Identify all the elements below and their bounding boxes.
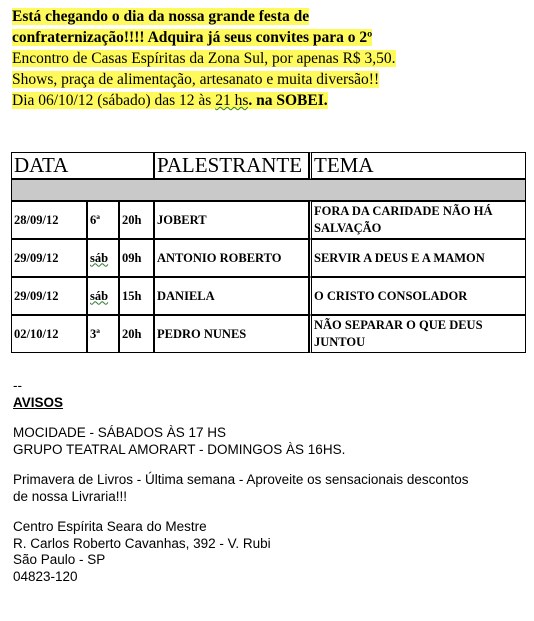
center-name: Centro Espírita Seara do Mestre	[13, 519, 207, 534]
cell-day: sáb	[87, 239, 119, 277]
cell-time: 09h	[119, 239, 154, 277]
cell-day: sáb	[87, 277, 119, 315]
notices-section	[13, 378, 523, 585]
notice-mocidade: MOCIDADE - SÁBADOS ÀS 17 HS	[13, 425, 227, 440]
cell-theme: SERVIR A DEUS E A MAMON	[309, 239, 526, 277]
announcement-line-1: Está chegando o dia da nossa grande festa de	[12, 8, 310, 25]
cell-speaker: JOBERT	[154, 201, 309, 239]
cell-date: 28/09/12	[11, 201, 87, 239]
announcement-line-5: Dia 06/10/12 (sábado) das 12 às 21 hs. na SOBEI.	[12, 92, 328, 109]
notice-primavera-line1: Primavera de Livros - Última semana - Aproveite os sensacionais descontos	[13, 472, 469, 487]
table-row	[11, 239, 526, 277]
table-row	[11, 201, 526, 239]
cell-time: 20h	[119, 315, 154, 353]
cell-theme: O CRISTO CONSOLADOR	[309, 277, 526, 315]
cell-time: 20h	[119, 201, 154, 239]
table-separator-row	[11, 179, 526, 201]
cell-speaker: PEDRO NUNES	[154, 315, 309, 353]
cell-day: 3ª	[87, 315, 119, 353]
header-palestrante: PALESTRANTE	[154, 152, 309, 179]
cell-theme: FORA DA CARIDADE NÃO HÁ SALVAÇÃO	[309, 201, 526, 239]
announcement-line-4: Shows, praça de alimentação, artesanato e muita diversão!!	[12, 71, 380, 88]
signature-dashes: --	[13, 378, 22, 393]
avisos-title: AVISOS	[13, 394, 64, 410]
lecture-schedule-table	[11, 152, 526, 353]
cell-time: 15h	[119, 277, 154, 315]
header-tema: TEMA	[309, 152, 526, 179]
cell-date: 02/10/12	[11, 315, 87, 353]
table-row	[11, 315, 526, 353]
center-address: R. Carlos Roberto Cavanhas, 392 - V. Rubi	[13, 535, 271, 551]
cell-date: 29/09/12	[11, 277, 87, 315]
center-cep: 04823-120	[13, 568, 78, 584]
cell-date: 29/09/12	[11, 239, 87, 277]
event-time-end: 21 hs	[215, 92, 249, 109]
header-data: DATA	[11, 152, 154, 179]
notice-primavera-line2: de nossa Livraria!!!	[13, 488, 128, 504]
announcement-line-3: Encontro de Casas Espíritas da Zona Sul, por apenas R$ 3,50.	[12, 50, 396, 67]
center-city: São Paulo - SP	[13, 552, 106, 567]
table-row	[11, 277, 526, 315]
cell-speaker: ANTONIO ROBERTO	[154, 239, 309, 277]
cell-theme: NÃO SEPARAR O QUE DEUS JUNTOU	[309, 315, 526, 353]
cell-day: 6ª	[87, 201, 119, 239]
event-announcement	[12, 6, 522, 111]
table-header-row	[11, 152, 526, 179]
notice-grupo-teatral: GRUPO TEATRAL AMORART - DOMINGOS ÀS 16HS.	[13, 441, 346, 457]
announcement-line-2: confraternização!!!! Adquira já seus convites para o 2º	[12, 29, 373, 46]
cell-speaker: DANIELA	[154, 277, 309, 315]
